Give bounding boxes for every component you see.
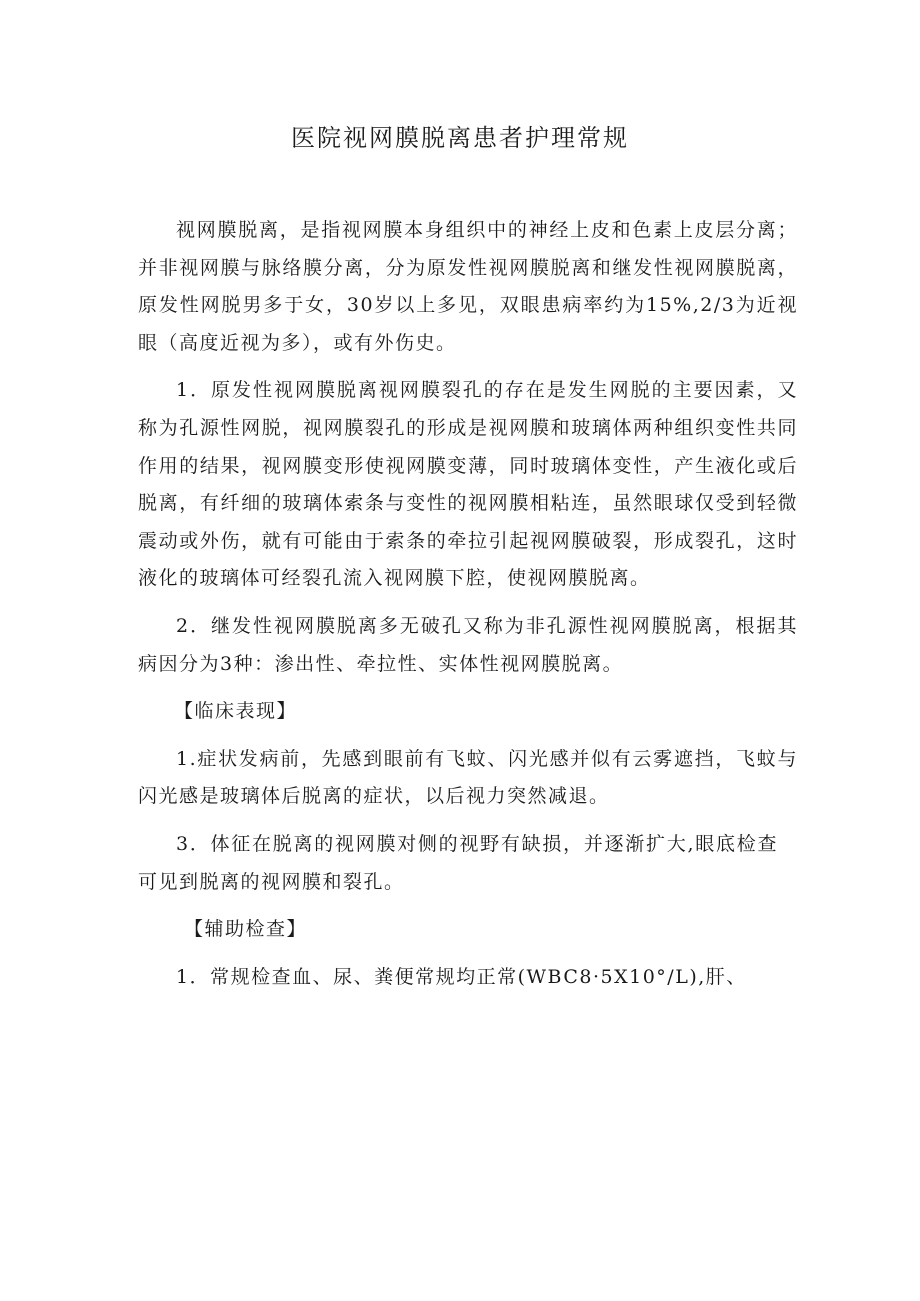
signs-paragraph: 3．体征在脱离的视网膜对侧的视野有缺损，并逐渐扩大,眼底检查可见到脱离的视网膜和裂孔。 — [138, 832, 778, 893]
clinical-heading: 【临床表现】 — [174, 700, 298, 723]
intro-paragraph: 视网膜脱离，是指视网膜本身组织中的神经上皮和色素上皮层分离；并非视网膜与脉络膜分离，分为原发性视网膜脱离和继发性视网膜脱离，原发性网脱男多于女，30岁以上多见，双眼患病率约为15%,2/3为近视眼（高度近视为多），或有外伤史。 — [138, 219, 798, 354]
page-title: 医院视网膜脱离患者护理常规 — [291, 124, 629, 152]
document-body — [138, 212, 798, 1006]
routine-exam-paragraph: 1．常规检查血、尿、粪便常规均正常(WBC8·5X10°/L),肝、 — [176, 965, 747, 988]
symptoms-paragraph: 1.症状发病前，先感到眼前有飞蚊、闪光感并似有云雾遮挡，飞蚊与闪光感是玻璃体后脱离的症状，以后视力突然减退。 — [138, 747, 798, 808]
auxiliary-heading: 【辅助检查】 — [184, 918, 308, 941]
secondary-detachment-paragraph: 2．继发性视网膜脱离多无破孔又称为非孔源性视网膜脱离，根据其病因分为3种：渗出性、牵拉性、实体性视网膜脱离。 — [138, 614, 798, 675]
primary-detachment-paragraph: 1．原发性视网膜脱离视网膜裂孔的存在是发生网脱的主要因素，又称为孔源性网脱，视网膜裂孔的形成是视网膜和玻璃体两种组织变性共同作用的结果，视网膜变形使视网膜变薄，同时玻璃体变性，产生液化或后脱离，有纤细的玻璃体索条与变性的视网膜相粘连，虽然眼球仅受到轻微震动或外伤，就有可能由于索条的牵拉引起视网膜破裂，形成裂孔，这时液化的玻璃体可经裂孔流入视网膜下腔，使视网膜脱离。 — [138, 379, 798, 590]
